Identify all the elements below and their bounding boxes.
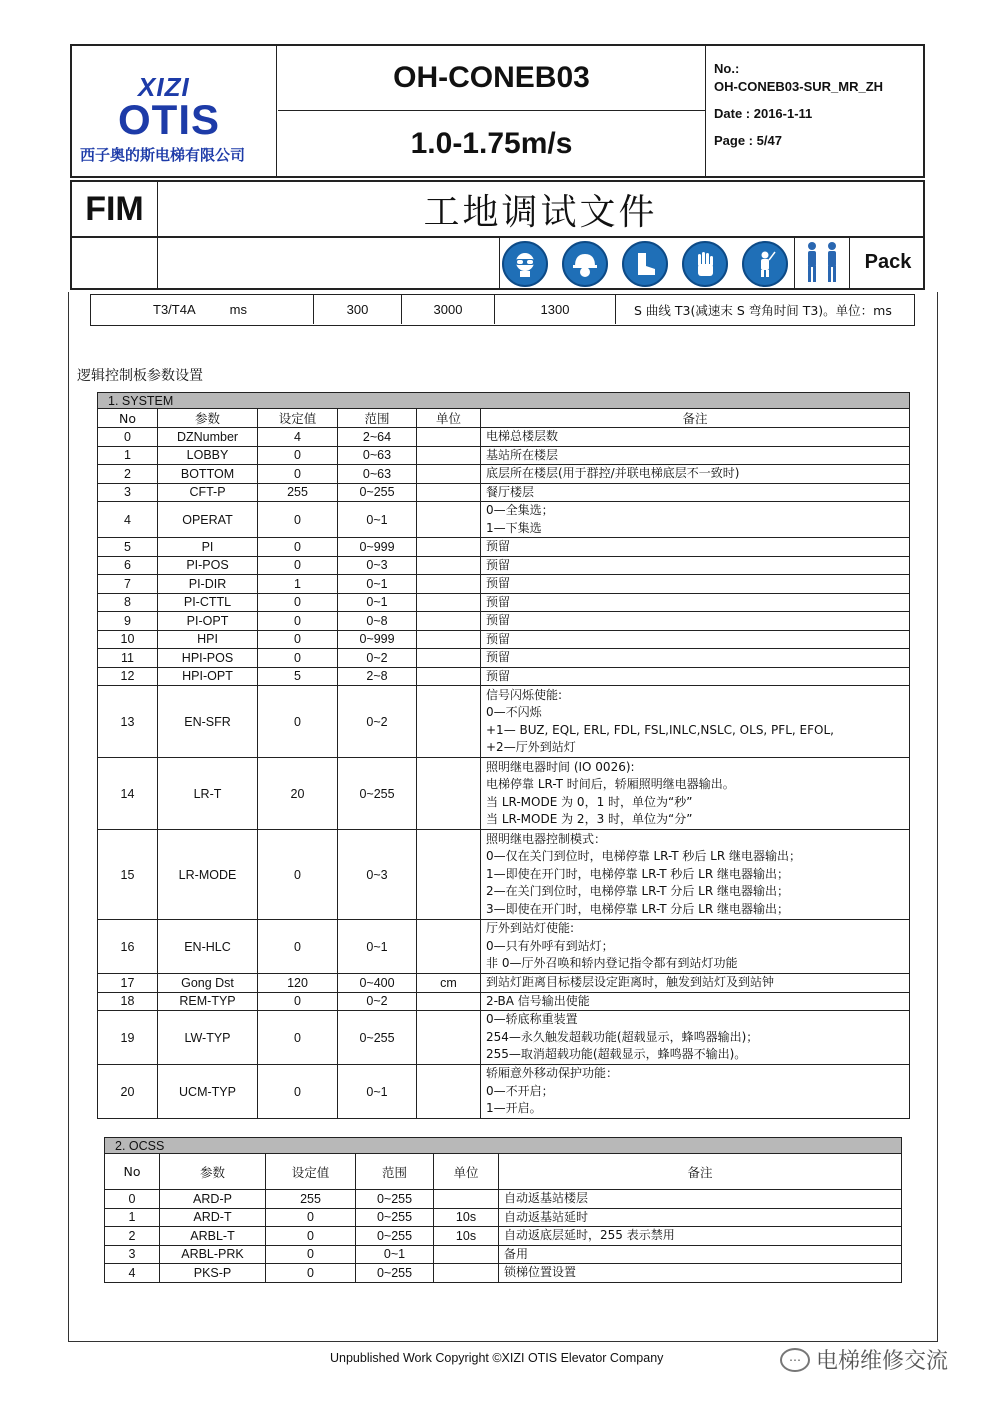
cell-note xyxy=(481,649,910,668)
note-line: 当 LR-MODE 为 0，1 时，单位为“秒” xyxy=(486,794,693,809)
note-line: 信号闪烁使能: xyxy=(486,687,563,702)
note-line: 当 LR-MODE 为 2，3 时，单位为“分” xyxy=(486,812,693,826)
table-row xyxy=(105,1245,902,1264)
cell-value: 0 xyxy=(266,1245,356,1264)
table-row xyxy=(98,667,910,686)
cell-unit xyxy=(417,575,481,594)
goggles-icon xyxy=(502,241,548,287)
cell-range: 0~1 xyxy=(356,1245,434,1264)
table-row xyxy=(98,446,910,465)
cell-no: 4 xyxy=(105,1264,160,1283)
table-row xyxy=(98,920,910,974)
note-line: 254—永久触发超载功能(超载显示，蜂鸣器输出)； xyxy=(486,1029,759,1044)
note-line: 厅外到站灯使能: xyxy=(486,921,575,936)
cell-value: 0 xyxy=(258,1065,338,1119)
note-line: 0—全集选； xyxy=(486,503,554,517)
cell-param: HPI-OPT xyxy=(158,667,258,686)
cell-no: 6 xyxy=(98,556,158,575)
header-title-block xyxy=(278,46,706,176)
note-line: 0—只有外呼有到站灯； xyxy=(486,938,614,953)
note-line: 预留 xyxy=(486,650,511,664)
cell-param: EN-SFR xyxy=(158,686,258,758)
cell-param: ARD-P xyxy=(160,1190,266,1209)
column-header: No xyxy=(105,1154,160,1190)
note-line: 预留 xyxy=(486,594,511,609)
cell-note xyxy=(481,483,910,502)
cell-unit xyxy=(417,465,481,484)
column-header: 备注 xyxy=(481,409,910,428)
cell-param: CFT-P xyxy=(158,483,258,502)
section-header-row xyxy=(105,1138,902,1154)
cell-no: 10 xyxy=(98,630,158,649)
cell-range: 0~1 xyxy=(338,575,417,594)
note-line: 2-BA 信号输出使能 xyxy=(486,993,590,1008)
ocss-param-table xyxy=(104,1137,902,1283)
cell-param: REM-TYP xyxy=(158,992,258,1011)
company-logo xyxy=(72,46,277,176)
cell-unit xyxy=(417,830,481,920)
cell-param: LR-MODE xyxy=(158,830,258,920)
cell-value: 0 xyxy=(258,992,338,1011)
cell-no: 7 xyxy=(98,575,158,594)
cell-param: ARD-T xyxy=(160,1208,266,1227)
logo-xizi: XIZI xyxy=(138,72,190,102)
cell-value: 0 xyxy=(266,1208,356,1227)
cell-param: PI-CTTL xyxy=(158,593,258,612)
note-line: 基站所在楼层 xyxy=(486,447,559,462)
cell-value: 0 xyxy=(258,920,338,974)
cell-no: 18 xyxy=(98,992,158,1011)
cell-note xyxy=(481,667,910,686)
note-line: 0—轿底称重装置 xyxy=(486,1012,578,1027)
cell-value: 0 xyxy=(258,593,338,612)
t3-parameter-row xyxy=(90,294,915,326)
cell-note xyxy=(481,630,910,649)
document-header xyxy=(70,44,925,178)
cell-note xyxy=(481,686,910,758)
t3-default: 1300 xyxy=(495,295,616,324)
note-line: 底层所在楼层(用于群控/并联电梯底层不一致时) xyxy=(486,466,740,480)
note-line: 预留 xyxy=(486,576,511,590)
cell-range: 0~255 xyxy=(338,758,417,830)
cell-param: ARBL-PRK xyxy=(160,1245,266,1264)
cell-range: 0~999 xyxy=(338,538,417,557)
cell-param: LOBBY xyxy=(158,446,258,465)
cell-param: LW-TYP xyxy=(158,1011,258,1065)
cell-note: 锁梯位置设置 xyxy=(499,1264,902,1283)
cell-value: 4 xyxy=(258,428,338,447)
cell-note xyxy=(481,446,910,465)
cell-note xyxy=(481,502,910,538)
cell-note xyxy=(481,1065,910,1119)
cell-note xyxy=(481,556,910,575)
section-header: 2. OCSS xyxy=(105,1138,902,1154)
cell-no: 1 xyxy=(98,446,158,465)
speed-range: 1.0-1.75m/s xyxy=(410,126,573,160)
cell-note xyxy=(481,428,910,447)
section-header: 1. SYSTEM xyxy=(98,393,910,409)
boot-icon xyxy=(622,241,668,287)
logo-company-name: 西子奥的斯电梯有限公司 xyxy=(80,146,246,164)
note-line: +2—厅外到站灯 xyxy=(486,740,576,754)
cell-value: 0 xyxy=(258,686,338,758)
helmet-icon xyxy=(562,241,608,287)
cell-note xyxy=(481,593,910,612)
note-line: 2—在关门到位时，电梯停靠 LR-T 分后 LR 继电器输出； xyxy=(486,884,790,899)
column-header: 范围 xyxy=(356,1154,434,1190)
note-line: 非 0—厅外召唤和轿内登记指令都有到站灯功能 xyxy=(486,956,738,971)
section-title: 逻辑控制板参数设置 xyxy=(77,368,203,384)
cell-range: 2~64 xyxy=(338,428,417,447)
cell-param: HPI-POS xyxy=(158,649,258,668)
cell-note xyxy=(481,575,910,594)
cell-range: 0~1 xyxy=(338,502,417,538)
cell-no: 8 xyxy=(98,593,158,612)
table-row xyxy=(98,575,910,594)
document-title: 工地调试文件 xyxy=(423,191,658,233)
cell-param: PKS-P xyxy=(160,1264,266,1283)
watermark xyxy=(780,1344,948,1375)
doc-code: OH-CONEB03 xyxy=(278,46,705,111)
table-row xyxy=(98,974,910,993)
cell-no: 17 xyxy=(98,974,158,993)
table-row xyxy=(98,1065,910,1119)
harness-icon xyxy=(742,241,788,287)
t3-note: S 曲线 T3(减速末 S 弯角时间 T3)。单位：ms xyxy=(634,302,892,318)
t3-param-cell xyxy=(91,295,314,324)
cell-param: PI xyxy=(158,538,258,557)
column-header: 参数 xyxy=(160,1154,266,1190)
cell-no: 0 xyxy=(105,1190,160,1209)
cell-unit xyxy=(417,428,481,447)
cell-param: OPERAT xyxy=(158,502,258,538)
cell-unit xyxy=(417,758,481,830)
cell-no: 15 xyxy=(98,830,158,920)
column-header: 范围 xyxy=(338,409,417,428)
cell-value: 255 xyxy=(258,483,338,502)
cell-range: 0~1 xyxy=(338,920,417,974)
cell-note: 自动返基站楼层 xyxy=(499,1190,902,1209)
cell-range: 0~255 xyxy=(356,1227,434,1246)
note-line: 0—仅在关门到位时，电梯停靠 LR-T 秒后 LR 继电器输出； xyxy=(486,849,802,864)
cell-param: ARBL-T xyxy=(160,1227,266,1246)
cell-unit xyxy=(417,446,481,465)
column-header-row xyxy=(105,1154,902,1190)
cell-range: 0~2 xyxy=(338,649,417,668)
cell-value: 120 xyxy=(258,974,338,993)
table-row xyxy=(98,502,910,538)
fim-row xyxy=(70,180,925,238)
cell-range: 2~8 xyxy=(338,667,417,686)
cell-value: 255 xyxy=(266,1190,356,1209)
cell-range: 0~63 xyxy=(338,446,417,465)
cell-unit xyxy=(417,686,481,758)
column-header: 设定值 xyxy=(258,409,338,428)
t3-param: T3/T4A xyxy=(153,302,196,317)
cell-value: 0 xyxy=(258,446,338,465)
cell-no: 20 xyxy=(98,1065,158,1119)
cell-value: 0 xyxy=(266,1264,356,1283)
cell-unit xyxy=(417,502,481,538)
section-header-row xyxy=(98,393,910,409)
cell-value: 1 xyxy=(258,575,338,594)
cell-value: 20 xyxy=(258,758,338,830)
doc-page: Page : 5/47 xyxy=(714,133,782,148)
table-row xyxy=(98,612,910,631)
column-header: 参数 xyxy=(158,409,258,428)
table-row xyxy=(105,1264,902,1283)
column-header: 单位 xyxy=(434,1154,499,1190)
t3-unit: ms xyxy=(229,302,247,317)
cell-unit xyxy=(417,630,481,649)
doc-no-value: OH-CONEB03-SUR_MR_ZH xyxy=(714,79,884,94)
cell-no: 2 xyxy=(98,465,158,484)
cell-range: 0~255 xyxy=(338,1011,417,1065)
two-person-icon xyxy=(794,236,850,288)
cell-range: 0~255 xyxy=(356,1208,434,1227)
table-row xyxy=(98,593,910,612)
cell-unit xyxy=(434,1245,499,1264)
cell-note xyxy=(481,830,910,920)
cell-value: 0 xyxy=(258,630,338,649)
cell-value: 0 xyxy=(258,1011,338,1065)
table-row xyxy=(98,483,910,502)
note-line: 0—不开启； xyxy=(486,1083,554,1098)
glove-icon xyxy=(682,241,728,287)
cell-no: 9 xyxy=(98,612,158,631)
cell-unit xyxy=(434,1264,499,1283)
doc-no-label: No.: xyxy=(714,61,740,76)
note-line: +1— BUZ, EQL, ERL, FDL, FSL,INLC,NSLC, OLS, PFL, EFOL, xyxy=(486,722,834,737)
header-meta xyxy=(714,60,883,150)
cell-range: 0~255 xyxy=(338,483,417,502)
chat-icon: ⋯ xyxy=(780,1348,810,1372)
note-line: 预留 xyxy=(486,613,511,627)
cell-note xyxy=(481,974,910,993)
note-line: 电梯总楼层数 xyxy=(486,429,559,443)
table-row xyxy=(98,649,910,668)
cell-range: 0~999 xyxy=(338,630,417,649)
copyright-footer: Unpublished Work Copyright ©XIZI OTIS Elevator Company xyxy=(330,1351,664,1365)
cell-unit xyxy=(417,483,481,502)
cell-range: 0~8 xyxy=(338,612,417,631)
cell-value: 5 xyxy=(258,667,338,686)
cell-unit xyxy=(417,667,481,686)
cell-value: 0 xyxy=(258,830,338,920)
note-line: 预留 xyxy=(486,631,511,646)
cell-unit: 10s xyxy=(434,1208,499,1227)
cell-no: 16 xyxy=(98,920,158,974)
cell-no: 2 xyxy=(105,1227,160,1246)
table-row xyxy=(98,830,910,920)
table-row xyxy=(105,1190,902,1209)
cell-param: PI-POS xyxy=(158,556,258,575)
cell-note xyxy=(481,992,910,1011)
cell-unit xyxy=(417,1011,481,1065)
cell-unit xyxy=(417,556,481,575)
cell-value: 0 xyxy=(258,465,338,484)
cell-value: 0 xyxy=(258,612,338,631)
cell-range: 0~255 xyxy=(356,1190,434,1209)
cell-unit xyxy=(417,612,481,631)
table-row xyxy=(98,992,910,1011)
cell-note: 自动返底层延时，255 表示禁用 xyxy=(499,1227,902,1246)
cell-no: 1 xyxy=(105,1208,160,1227)
t3-min: 300 xyxy=(314,295,402,324)
safety-icon-row xyxy=(70,236,925,290)
table-row xyxy=(98,556,910,575)
cell-note xyxy=(481,758,910,830)
cell-range: 0~3 xyxy=(338,556,417,575)
table-row xyxy=(98,630,910,649)
cell-param: HPI xyxy=(158,630,258,649)
note-line: 到站灯距离目标楼层设定距离时，触发到站灯及到站钟 xyxy=(486,975,775,989)
cell-param: DZNumber xyxy=(158,428,258,447)
cell-no: 0 xyxy=(98,428,158,447)
cell-no: 13 xyxy=(98,686,158,758)
cell-unit xyxy=(417,538,481,557)
column-header: 单位 xyxy=(417,409,481,428)
column-header: No xyxy=(98,409,158,428)
note-line: 照明继电器时间 (IO 0026): xyxy=(486,759,635,774)
cell-param: PI-OPT xyxy=(158,612,258,631)
system-param-table xyxy=(97,392,910,1119)
cell-note xyxy=(481,920,910,974)
table-row xyxy=(105,1227,902,1246)
note-line: 1—下集选 xyxy=(486,520,542,535)
cell-param: PI-DIR xyxy=(158,575,258,594)
cell-unit: 10s xyxy=(434,1227,499,1246)
cell-note xyxy=(481,1011,910,1065)
cell-range: 0~255 xyxy=(356,1264,434,1283)
cell-param: EN-HLC xyxy=(158,920,258,974)
cell-range: 0~400 xyxy=(338,974,417,993)
cell-no: 3 xyxy=(98,483,158,502)
pack-label: Pack xyxy=(864,250,912,273)
cell-range: 0~2 xyxy=(338,992,417,1011)
cell-no: 12 xyxy=(98,667,158,686)
cell-unit xyxy=(417,593,481,612)
cell-range: 0~1 xyxy=(338,593,417,612)
cell-note: 自动返基站延时 xyxy=(499,1208,902,1227)
cell-no: 14 xyxy=(98,758,158,830)
cell-range: 0~2 xyxy=(338,686,417,758)
column-header: 设定值 xyxy=(266,1154,356,1190)
cell-unit xyxy=(417,649,481,668)
cell-no: 19 xyxy=(98,1011,158,1065)
cell-note xyxy=(481,612,910,631)
table-row xyxy=(98,428,910,447)
table-row xyxy=(98,758,910,830)
note-line: 餐厅楼层 xyxy=(486,484,535,499)
cell-unit: cm xyxy=(417,974,481,993)
note-line: 照明继电器控制模式： xyxy=(486,831,607,846)
cell-param: LR-T xyxy=(158,758,258,830)
cell-note xyxy=(481,465,910,484)
table-row xyxy=(105,1208,902,1227)
cell-param: UCM-TYP xyxy=(158,1065,258,1119)
cell-range: 0~63 xyxy=(338,465,417,484)
cell-unit xyxy=(417,1065,481,1119)
cell-note: 备用 xyxy=(499,1245,902,1264)
table-row xyxy=(98,538,910,557)
cell-value: 0 xyxy=(258,556,338,575)
cell-param: Gong Dst xyxy=(158,974,258,993)
note-line: 轿厢意外移动保护功能： xyxy=(486,1066,619,1081)
note-line: 预留 xyxy=(486,539,511,553)
cell-value: 0 xyxy=(258,538,338,557)
cell-no: 3 xyxy=(105,1245,160,1264)
cell-no: 4 xyxy=(98,502,158,538)
cell-range: 0~3 xyxy=(338,830,417,920)
cell-param: BOTTOM xyxy=(158,465,258,484)
column-header: 备注 xyxy=(499,1154,902,1190)
doc-date: Date : 2016-1-11 xyxy=(714,106,813,121)
logo-otis: OTIS xyxy=(118,96,221,143)
cell-note xyxy=(481,538,910,557)
note-line: 1—即使在开门时，电梯停靠 LR-T 秒后 LR 继电器输出； xyxy=(486,866,790,881)
table-row xyxy=(98,686,910,758)
cell-unit xyxy=(434,1190,499,1209)
table-row xyxy=(98,465,910,484)
note-line: 预留 xyxy=(486,557,511,572)
cell-value: 0 xyxy=(266,1227,356,1246)
cell-no: 5 xyxy=(98,538,158,557)
column-header-row xyxy=(98,409,910,428)
note-line: 电梯停靠 LR-T 时间后，轿厢照明继电器输出。 xyxy=(486,777,735,791)
fim-label: FIM xyxy=(72,182,158,236)
cell-value: 0 xyxy=(258,649,338,668)
cell-range: 0~1 xyxy=(338,1065,417,1119)
cell-no: 11 xyxy=(98,649,158,668)
cell-value: 0 xyxy=(258,502,338,538)
note-line: 3—即使在开门时，电梯停靠 LR-T 分后 LR 继电器输出； xyxy=(486,901,790,916)
note-line: 0—不闪烁 xyxy=(486,705,542,719)
note-line: 255—取消超载功能(超载显示，蜂鸣器不输出)。 xyxy=(486,1047,747,1062)
t3-max: 3000 xyxy=(402,295,495,324)
note-line: 1—开启。 xyxy=(486,1101,542,1116)
cell-unit xyxy=(417,920,481,974)
table-row xyxy=(98,1011,910,1065)
watermark-text: 电梯维修交流 xyxy=(816,1349,949,1374)
cell-unit xyxy=(417,992,481,1011)
note-line: 预留 xyxy=(486,668,511,683)
